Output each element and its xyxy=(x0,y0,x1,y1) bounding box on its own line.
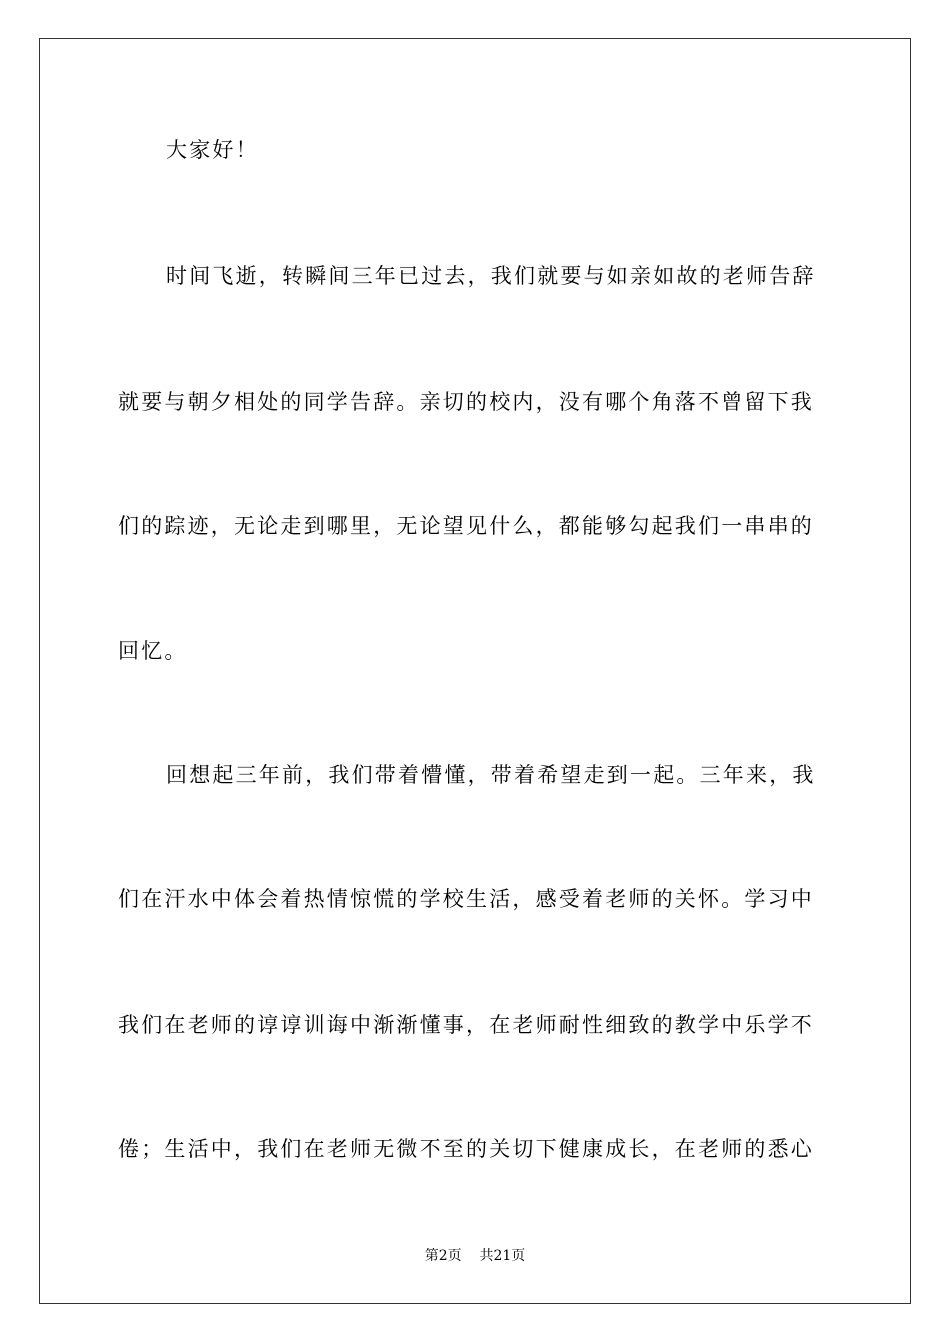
paragraph-2-line-1: 回想起三年前，我们带着懵懂，带着希望走到一起。三年来，我 xyxy=(166,763,816,787)
paragraph-1-line-2: 就要与朝夕相处的同学告辞。亲切的校内，没有哪个角落不曾留下我 xyxy=(118,390,814,414)
paragraph-2-line-4: 倦；生活中，我们在老师无微不至的关切下健康成长，在老师的悉心 xyxy=(118,1137,814,1161)
paragraph-1-line-4: 回忆。 xyxy=(118,639,188,663)
page-number: 第2页 xyxy=(424,1248,462,1264)
greeting-line: 大家好！ xyxy=(166,138,259,162)
paragraph-1-line-1: 时间飞逝，转瞬间三年已过去，我们就要与如亲如故的老师告辞 xyxy=(166,264,816,288)
page-total: 共21页 xyxy=(479,1248,526,1264)
paragraph-2-line-3: 我们在老师的谆谆训诲中渐渐懂事，在老师耐性细致的教学中乐学不 xyxy=(118,1013,814,1037)
page-footer xyxy=(0,1247,950,1265)
page-border xyxy=(39,38,911,1304)
paragraph-2-line-2: 们在汗水中体会着热情惊慌的学校生活，感受着老师的关怀。学习中 xyxy=(118,887,814,911)
paragraph-1-line-3: 们的踪迹，无论走到哪里，无论望见什么，都能够勾起我们一串串的 xyxy=(118,514,814,538)
